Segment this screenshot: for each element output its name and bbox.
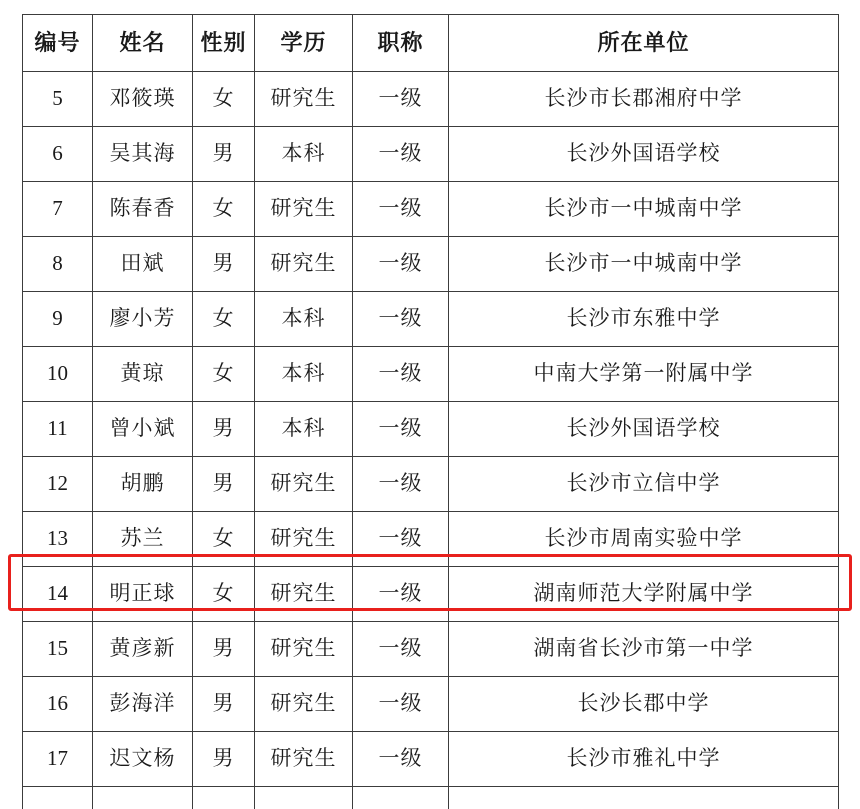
- cell-unit: 长沙市雅礼中学: [449, 732, 839, 787]
- cell-sex: 男: [193, 402, 255, 457]
- cell-edu: 研究生: [255, 512, 353, 567]
- cell-unit: 湖南师范大学附属中学: [449, 567, 839, 622]
- cell-edu: 研究生: [255, 677, 353, 732]
- cell-name: 吴其海: [93, 127, 193, 182]
- cell-sex: 男: [193, 237, 255, 292]
- cell-id: [23, 787, 93, 809]
- cell-id: 5: [23, 72, 93, 127]
- cell-unit: 中南大学第一附属中学: [449, 347, 839, 402]
- cell-title: 一级: [353, 677, 449, 732]
- cell-edu: 本科: [255, 292, 353, 347]
- table-row: [23, 182, 839, 237]
- table-header-row: [23, 15, 839, 72]
- column-header-id: 编号: [23, 15, 93, 72]
- table-row: [23, 347, 839, 402]
- table-row: [23, 677, 839, 732]
- cell-sex: 女: [193, 182, 255, 237]
- cell-title: 一级: [353, 347, 449, 402]
- column-header-edu: 学历: [255, 15, 353, 72]
- cell-title: 一级: [353, 567, 449, 622]
- table-row: [23, 72, 839, 127]
- cell-name: 苏兰: [93, 512, 193, 567]
- column-header-sex: 性别: [193, 15, 255, 72]
- cell-name: 邓筱瑛: [93, 72, 193, 127]
- table-row-clipped: [23, 787, 839, 809]
- cell-unit: 长沙市一中城南中学: [449, 237, 839, 292]
- table-row: [23, 457, 839, 512]
- cell-name: 田斌: [93, 237, 193, 292]
- cell-id: 11: [23, 402, 93, 457]
- cell-edu: 研究生: [255, 72, 353, 127]
- cell-unit: 长沙市立信中学: [449, 457, 839, 512]
- cell-id: 12: [23, 457, 93, 512]
- cell-sex: 女: [193, 567, 255, 622]
- cell-sex: 女: [193, 72, 255, 127]
- cell-name: 黄彦新: [93, 622, 193, 677]
- table-row: [23, 237, 839, 292]
- cell-title: 一级: [353, 72, 449, 127]
- cell-name: 曾小斌: [93, 402, 193, 457]
- cell-edu: [255, 787, 353, 809]
- cell-unit: 长沙长郡中学: [449, 677, 839, 732]
- cell-name: 陈春香: [93, 182, 193, 237]
- cell-name: 彭海洋: [93, 677, 193, 732]
- cell-id: 8: [23, 237, 93, 292]
- cell-id: 14: [23, 567, 93, 622]
- cell-unit: [449, 787, 839, 809]
- column-header-name: 姓名: [93, 15, 193, 72]
- cell-edu: 本科: [255, 402, 353, 457]
- cell-edu: 研究生: [255, 622, 353, 677]
- cell-unit: 长沙市一中城南中学: [449, 182, 839, 237]
- cell-id: 6: [23, 127, 93, 182]
- column-header-unit: 所在单位: [449, 15, 839, 72]
- cell-edu: 本科: [255, 127, 353, 182]
- cell-title: 一级: [353, 292, 449, 347]
- table-row: [23, 402, 839, 457]
- cell-title: 一级: [353, 182, 449, 237]
- cell-unit: 长沙外国语学校: [449, 402, 839, 457]
- cell-id: 9: [23, 292, 93, 347]
- cell-unit: 长沙外国语学校: [449, 127, 839, 182]
- cell-id: 15: [23, 622, 93, 677]
- cell-sex: 男: [193, 127, 255, 182]
- cell-sex: 女: [193, 512, 255, 567]
- cell-name: 迟文杨: [93, 732, 193, 787]
- cell-title: 一级: [353, 402, 449, 457]
- cell-name: 黄琼: [93, 347, 193, 402]
- table-row-highlighted: [23, 567, 839, 622]
- cell-edu: 本科: [255, 347, 353, 402]
- cell-sex: 男: [193, 677, 255, 732]
- cell-unit: 长沙市周南实验中学: [449, 512, 839, 567]
- cell-title: 一级: [353, 512, 449, 567]
- cell-name: 廖小芳: [93, 292, 193, 347]
- table-row: [23, 127, 839, 182]
- roster-table: [22, 14, 839, 809]
- cell-title: [353, 787, 449, 809]
- cell-id: 13: [23, 512, 93, 567]
- cell-title: 一级: [353, 622, 449, 677]
- cell-sex: 男: [193, 622, 255, 677]
- cell-unit: 长沙市长郡湘府中学: [449, 72, 839, 127]
- cell-name: 胡鹏: [93, 457, 193, 512]
- cell-edu: 研究生: [255, 182, 353, 237]
- cell-edu: 研究生: [255, 237, 353, 292]
- cell-unit: 长沙市东雅中学: [449, 292, 839, 347]
- cell-id: 16: [23, 677, 93, 732]
- cell-title: 一级: [353, 457, 449, 512]
- cell-sex: [193, 787, 255, 809]
- cell-title: 一级: [353, 732, 449, 787]
- cell-edu: 研究生: [255, 567, 353, 622]
- cell-sex: 女: [193, 347, 255, 402]
- cell-sex: 女: [193, 292, 255, 347]
- cell-title: 一级: [353, 127, 449, 182]
- cell-id: 10: [23, 347, 93, 402]
- cell-sex: 男: [193, 457, 255, 512]
- table-row: [23, 292, 839, 347]
- table-row: [23, 732, 839, 787]
- cell-name: 明正球: [93, 567, 193, 622]
- column-header-title: 职称: [353, 15, 449, 72]
- cell-edu: 研究生: [255, 732, 353, 787]
- cell-edu: 研究生: [255, 457, 353, 512]
- cell-id: 17: [23, 732, 93, 787]
- cell-id: 7: [23, 182, 93, 237]
- cell-unit: 湖南省长沙市第一中学: [449, 622, 839, 677]
- cell-sex: 男: [193, 732, 255, 787]
- table-row: [23, 512, 839, 567]
- cell-name: [93, 787, 193, 809]
- cell-title: 一级: [353, 237, 449, 292]
- table-row: [23, 622, 839, 677]
